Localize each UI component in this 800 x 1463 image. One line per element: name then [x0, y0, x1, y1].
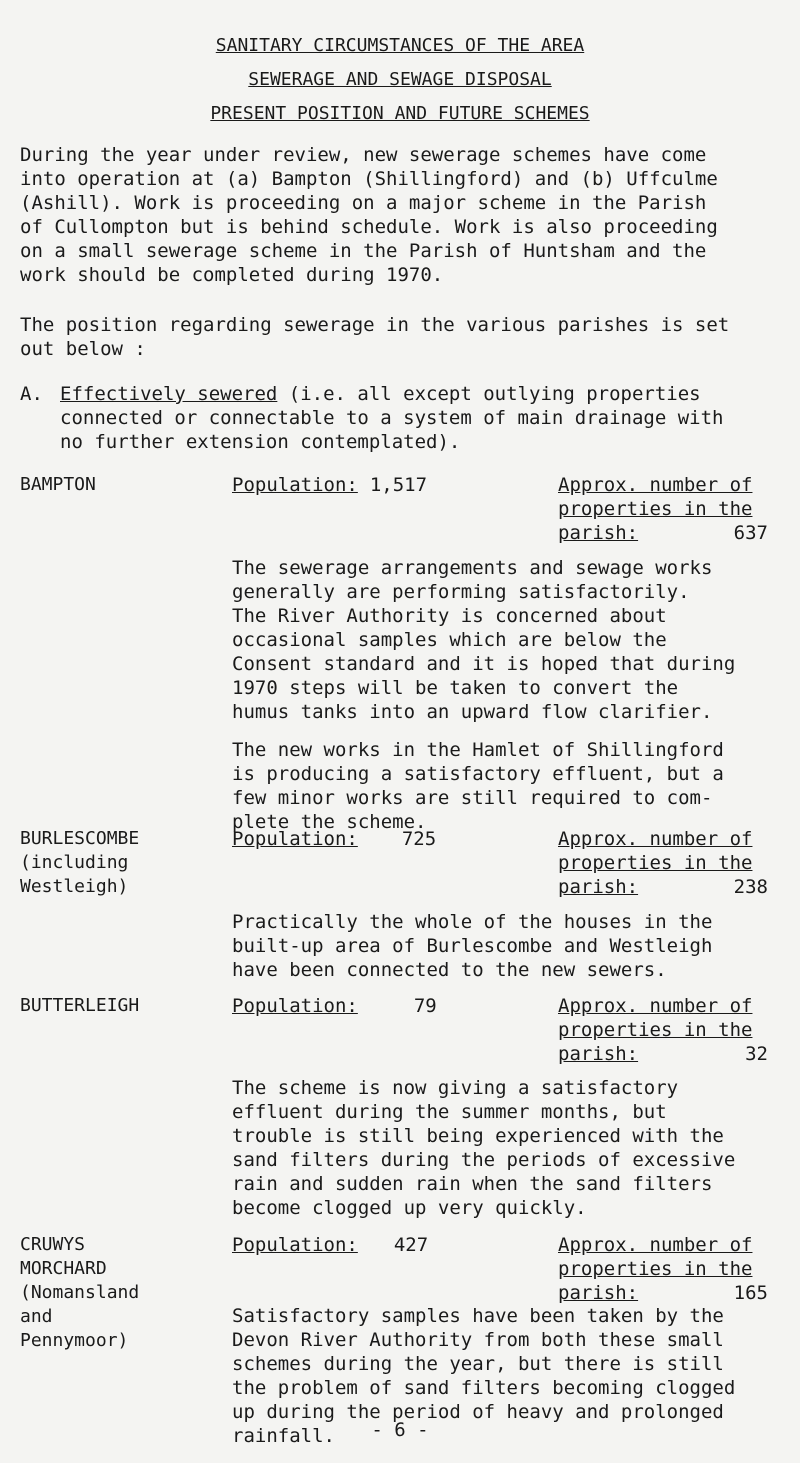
butterleigh-text: The scheme is now giving a satisfactory effluent during the summer months, but trouble is still being experienced with the sand filters during the periods of excessive rain and sudden rain when the sand filters become clogged up very quickly.: [232, 1077, 736, 1219]
population-cruwys-morchard: [232, 1233, 428, 1257]
population-value: 79: [413, 995, 437, 1017]
parish-name-burlescombe: BURLESCOMBE (including Westleigh): [20, 828, 140, 897]
intro-paragraph: During the year under review, new sewerage schemes have come into operation at (a) Bampton (Shillingford) and (b) Uffculme (Ashill). Work is proceeding on a major scheme in the Parish of Cullompton but is behind schedule. Work is also proceeding on a small sewerage scheme in the Parish of Huntsham and the work should be completed during 1970.: [20, 144, 718, 286]
properties-butterleigh: [558, 994, 768, 1066]
parish-name-butterleigh: BUTTERLEIGH: [20, 995, 140, 1016]
section-a-title-underlined: Effectively sewered: [60, 383, 278, 405]
properties-label-line2: properties in the: [558, 1019, 753, 1041]
properties-label-line1: Approx. number of: [558, 474, 753, 496]
bampton-text-shillingford: The new works in the Hamlet of Shillingford is producing a satisfactory effluent, but a few minor works are still required to com- plete the scheme.: [232, 739, 724, 833]
main-heading: SANITARY CIRCUMSTANCES OF THE AREA: [215, 35, 585, 56]
properties-label-line3: parish:: [558, 1043, 639, 1065]
position-paragraph: The position regarding sewerage in the various parishes is set out below :: [20, 314, 730, 360]
properties-label-line1: Approx. number of: [558, 1234, 753, 1256]
population-label: Population:: [232, 1234, 358, 1256]
properties-label-line3: parish:: [558, 522, 639, 544]
page-number: - 6 -: [371, 1419, 429, 1441]
subheading-present-position: PRESENT POSITION AND FUTURE SCHEMES: [210, 103, 590, 124]
section-a-title: [60, 382, 770, 454]
cruwys-morchard-text: Satisfactory samples have been taken by the Devon River Authority from both these small schemes during the year, but there is still the problem of sand filters becoming clogged up during the period of heavy and prolonged rainfall.: [232, 1305, 736, 1447]
population-value: 725: [401, 828, 437, 850]
parish-name-cruwys-morchard: CRUWYS MORCHARD (Nomansland and Pennymoor): [20, 1234, 140, 1351]
population-butterleigh: [232, 994, 437, 1018]
population-burlescombe: [232, 827, 436, 851]
bampton-text: The sewerage arrangements and sewage works generally are performing satisfactorily. The River Authority is concerned about occasional samples which are below the Consent standard and it is hoped that during 1970 steps will be taken to convert the humus tanks into an upward flow clarifier.: [232, 557, 736, 723]
population-label: Population:: [232, 474, 358, 496]
properties-label-line1: Approx. number of: [558, 995, 753, 1017]
properties-label-line2: properties in the: [558, 852, 753, 874]
properties-cruwys-morchard: [558, 1233, 768, 1305]
population-bampton: [232, 473, 427, 497]
properties-burlescombe: [558, 827, 768, 899]
section-letter: A.: [20, 383, 43, 405]
properties-label-line1: Approx. number of: [558, 828, 753, 850]
population-label: Population:: [232, 995, 358, 1017]
population-label: Population:: [232, 828, 358, 850]
parish-name-bampton: BAMPTON: [20, 474, 96, 495]
properties-value: 637: [733, 522, 768, 544]
section-a-title-rest: (i.e. all except outlying properties connected or connectable to a system of main drainage with no further extension contemplated).: [60, 383, 724, 453]
burlescombe-text: Practically the whole of the houses in the built-up area of Burlescombe and Westleigh have been connected to the new sewers.: [232, 911, 713, 981]
properties-label-line2: properties in the: [558, 1258, 753, 1280]
population-value: 427: [393, 1234, 429, 1256]
properties-value: 32: [745, 1043, 768, 1065]
properties-value: 238: [733, 876, 768, 898]
population-value: 1,517: [369, 474, 428, 496]
properties-bampton: [558, 473, 768, 545]
subheading-sewerage: SEWERAGE AND SEWAGE DISPOSAL: [248, 69, 552, 90]
properties-label-line2: properties in the: [558, 498, 753, 520]
properties-label-line3: parish:: [558, 876, 639, 898]
properties-label-line3: parish:: [558, 1282, 639, 1304]
properties-value: 165: [733, 1282, 768, 1304]
